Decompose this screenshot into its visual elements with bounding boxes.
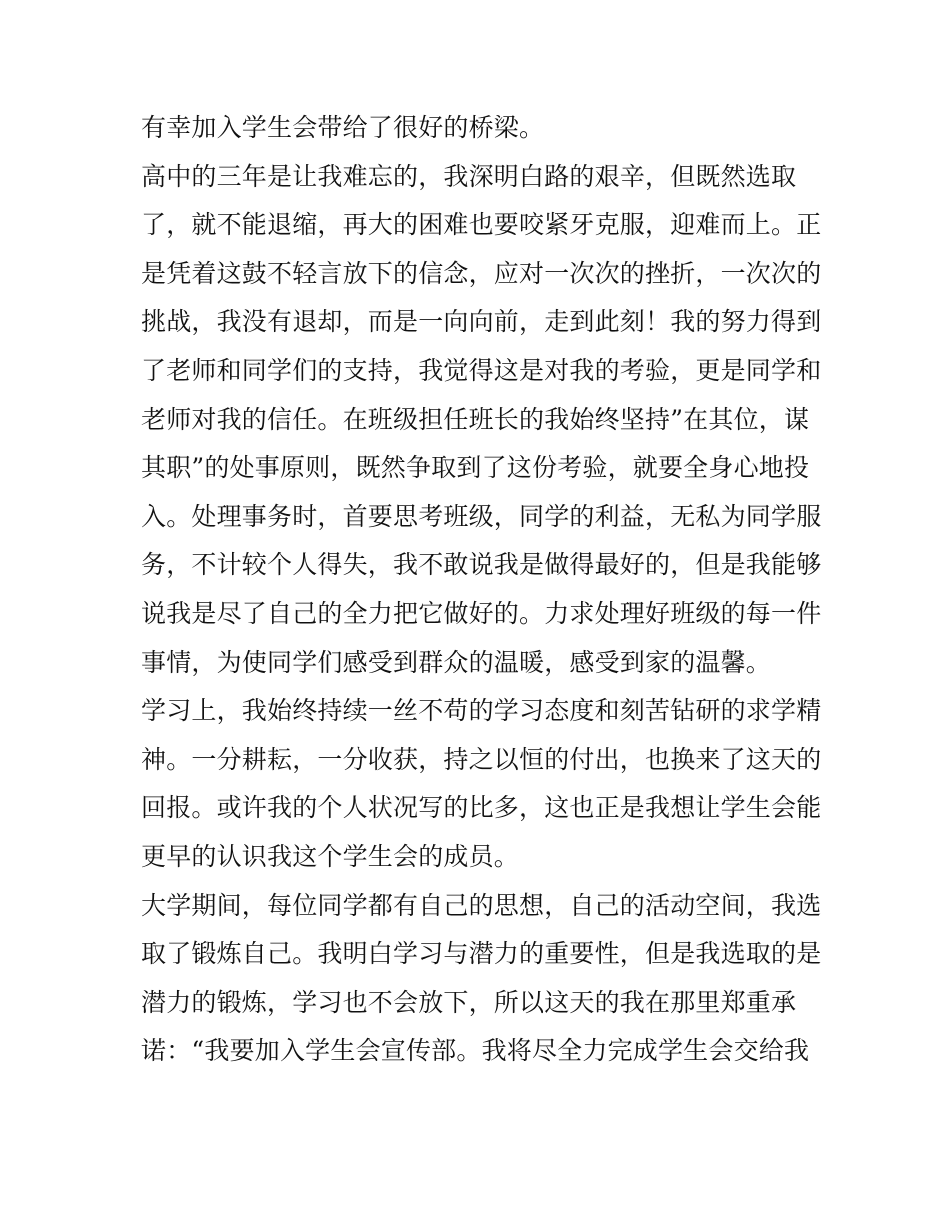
text-line: 神。一分耕耘，一分收获，持之以恒的付出，也换来了这天的 [141,744,822,774]
body-text [141,104,821,1076]
text-line: 更早的认识我这个学生会的成员。 [141,841,520,871]
text-line: 说我是尽了自己的全力把它做好的。力求处理好班级的每一件 [141,598,822,628]
text-line: 入。处理事务时，首要思考班级，同学的利益，无私为同学服 [141,501,822,531]
text-line: 了，就不能退缩，再大的困难也要咬紧牙克服，迎难而上。正 [141,210,822,240]
text-line: 回报。或许我的个人状况写的比多，这也正是我想让学生会能 [141,793,822,823]
text-line: 潜力的锻炼，学习也不会放下，所以这天的我在那里郑重承 [141,987,797,1017]
text-line: 诺：“我要加入学生会宣传部。我将尽全力完成学生会交给我 [141,1036,810,1066]
text-line: 其职”的处事原则，既然争取到了这份考验，就要全身心地投 [141,453,810,483]
text-line: 是凭着这鼓不轻言放下的信念，应对一次次的挫折，一次次的 [141,258,822,288]
text-line: 大学期间，每位同学都有自己的思想，自己的活动空间，我选 [141,890,822,920]
text-line: 高中的三年是让我难忘的，我深明白路的艰辛，但既然选取 [141,161,797,191]
text-line: 有幸加入学生会带给了很好的桥梁。 [141,113,545,142]
text-line: 取了锻炼自己。我明白学习与潜力的重要性，但是我选取的是 [141,939,822,969]
text-line: 务，不计较个人得失，我不敢说我是做得最好的，但是我能够 [141,550,822,580]
text-line: 老师对我的信任。在班级担任班长的我始终坚持”在其位，谋 [141,404,810,434]
text-line: 学习上，我始终持续一丝不苟的学习态度和刻苦钻研的求学精 [141,696,822,726]
text-line: 了老师和同学们的支持，我觉得这是对我的考验，更是同学和 [141,355,822,385]
text-line: 挑战，我没有退却，而是一向向前，走到此刻！我的努力得到 [141,307,822,337]
text-line: 事情，为使同学们感受到群众的温暖，感受到家的温馨。 [141,647,772,677]
